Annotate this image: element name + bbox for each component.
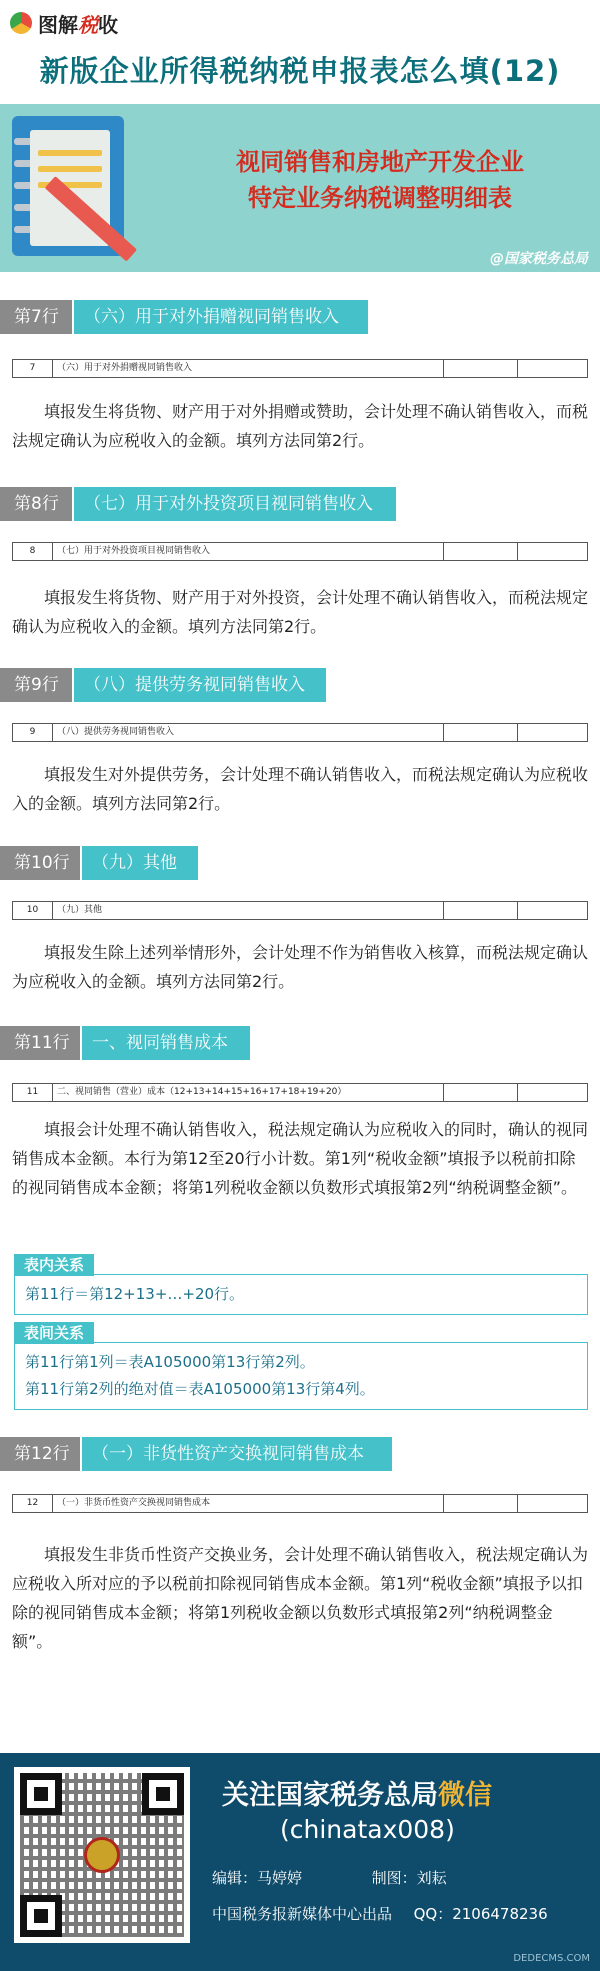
- section-text-row7: 填报发生将货物、财产用于对外捐赠或赞助，会计处理不确认销售收入，而税法规定确认为应税收入的金额。填列方法同第2行。: [12, 402, 589, 450]
- row-label: （七）用于对外投资项目视同销售收入: [74, 487, 396, 521]
- editor-credit: 编辑：马婷婷: [212, 1869, 303, 1887]
- follow-wechat: 微信: [438, 1780, 492, 1811]
- wechat-handle: (chinatax008): [280, 1815, 455, 1844]
- form-row-number: 7: [13, 360, 53, 377]
- logo: [38, 9, 118, 38]
- qq-contact: QQ：2106478236: [413, 1905, 548, 1923]
- credits-row2: [212, 1903, 548, 1924]
- form-row-number: 9: [13, 724, 53, 741]
- row-label: （一）非货性资产交换视同销售成本: [82, 1437, 392, 1471]
- form-row-11: [12, 1083, 588, 1102]
- emblem-icon: [84, 1837, 120, 1873]
- inner-relation-text: 第11行＝第12+13+…+20行。: [25, 1285, 245, 1303]
- form-row-10: [12, 901, 588, 920]
- credits-row1: [212, 1867, 447, 1888]
- form-row-name: （七）用于对外投资项目视同销售收入: [57, 546, 211, 556]
- form-row-number: 8: [13, 543, 53, 560]
- logo-prefix: 图解: [38, 13, 78, 37]
- form-row-7: [12, 359, 588, 378]
- form-row-name: （六）用于对外捐赠视同销售收入: [57, 363, 193, 373]
- form-row-name: （一）非货币性资产交换视同销售成本: [57, 1498, 211, 1508]
- section-text-row8: 填报发生将货物、财产用于对外投资，会计处理不确认销售收入，而税法规定确认为应税收入的金额。填列方法同第2行。: [12, 588, 589, 636]
- row-tag: 第8行: [0, 487, 72, 521]
- row-label: 一、视同销售成本: [82, 1026, 250, 1060]
- banner-credit: @国家税务总局: [490, 251, 588, 267]
- inner-relation-box: [14, 1274, 588, 1315]
- form-row-number: 11: [13, 1084, 53, 1101]
- row-label: （九）其他: [82, 846, 198, 880]
- form-row-8: [12, 542, 588, 561]
- page-title: 新版企业所得税纳税申报表怎么填(12): [39, 54, 561, 88]
- banner-title-line2: 特定业务纳税调整明细表: [248, 184, 512, 212]
- top-bar: [0, 0, 600, 46]
- inner-relation: [14, 1254, 590, 1316]
- row-tag: 第12行: [0, 1437, 80, 1471]
- form-row-name: 二、视同销售（营业）成本（12+13+14+15+16+17+18+19+20）: [57, 1087, 347, 1097]
- watermark: DEDECMS.COM: [513, 1953, 590, 1964]
- cross-relation-line2: 第11行第2列的绝对值＝表A105000第13行第4列。: [25, 1380, 375, 1398]
- row-tag: 第11行: [0, 1026, 80, 1060]
- form-row-name: （九）其他: [57, 905, 103, 915]
- designer-credit: 制图：刘耘: [371, 1869, 447, 1887]
- section-text-row10: 填报发生除上述列举情形外，会计处理不作为销售收入核算，而税法规定确认为应税收入的金额。填列方法同第2行。: [12, 943, 589, 991]
- inner-relation-tag: 表内关系: [14, 1254, 94, 1276]
- section-text-row12: 填报发生非货币性资产交换业务，会计处理不确认销售收入，税法规定确认为应税收入所对应的予以税前扣除视同销售成本金额。第1列“税收金额”填报予以扣除的视同销售成本金额；将第1列税收金额以负数形式填报第2列“纳税调整金额”。: [12, 1545, 589, 1651]
- qr-code: [14, 1767, 190, 1943]
- cross-relation-line1: 第11行第1列＝表A105000第13行第2列。: [25, 1353, 315, 1371]
- banner-title-line1: 视同销售和房地产开发企业: [236, 148, 524, 176]
- cross-relation-tag: 表间关系: [14, 1322, 94, 1344]
- cross-relation-box: [14, 1342, 588, 1410]
- banner-title: [170, 144, 590, 216]
- section-text-row11: 填报会计处理不确认销售收入，税法规定确认为应税收入的同时，确认的视同销售成本金额。本行为第12至20行小计数。第1列“税收金额”填报予以税前扣除的视同销售成本金额；将第1列税收金额以负数形式填报第2列“纳税调整金额”。: [12, 1120, 589, 1197]
- form-row-name: （八）提供劳务视同销售收入: [57, 727, 175, 737]
- row-tag: 第7行: [0, 300, 72, 334]
- footer: [0, 1753, 600, 1971]
- form-row-number: 10: [13, 902, 53, 919]
- logo-suffix: 收: [98, 13, 118, 37]
- row-tag: 第10行: [0, 846, 80, 880]
- row-label: （八）提供劳务视同销售收入: [74, 668, 326, 702]
- form-row-number: 12: [13, 1495, 53, 1512]
- row-tag: 第9行: [0, 668, 72, 702]
- form-row-12: [12, 1494, 588, 1513]
- follow-prefix: 关注国家税务总局: [222, 1780, 438, 1811]
- banner: [0, 104, 600, 272]
- producer-credit: 中国税务报新媒体中心出品: [212, 1905, 393, 1923]
- follow-text: [222, 1773, 492, 1812]
- form-row-9: [12, 723, 588, 742]
- row-label: （六）用于对外捐赠视同销售收入: [74, 300, 368, 334]
- section-text-row9: 填报发生对外提供劳务，会计处理不确认销售收入，而税法规定确认为应税收入的金额。填列方法同第2行。: [12, 765, 589, 813]
- logo-accent: 税: [78, 13, 98, 37]
- logo-icon: [10, 12, 32, 34]
- cross-relation: [14, 1322, 590, 1414]
